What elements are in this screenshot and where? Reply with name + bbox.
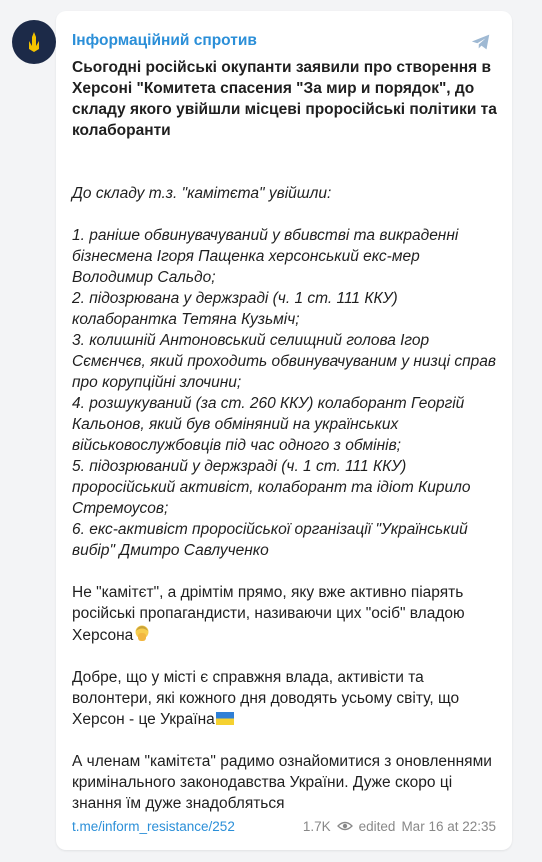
member-item: 5. підозрюваний у держзраді (ч. 1 ст. 111 ККУ) проросійський активіст, колаборант та ідіот Кирило Стремоусов; (72, 458, 471, 517)
telegram-icon[interactable] (470, 31, 492, 53)
post-footer (72, 816, 496, 836)
post-meta (303, 819, 496, 834)
post-link[interactable]: t.me/inform_resistance/252 (72, 818, 235, 834)
paragraph-1-text: Не "камітєт", а дрімтім прямо, яку вже активно піарять російські пропагандисти, називаючи цих "осіб" владою Херсона (72, 584, 465, 644)
ukraine-flag-emoji (215, 711, 235, 726)
members-block (72, 183, 502, 561)
member-item: 4. розшукуваний (за ст. 260 ККУ) колаборант Георгій Кальонов, який був обміняний на українських військовослужбовців під час одного з обмінів; (72, 395, 465, 454)
paragraph-3: А членам "камітєта" радимо ознайомитися з оновленнями кримінального законодавства України. Дуже скоро ці знання їм дуже знадобляться (72, 753, 492, 812)
member-item: 6. екс-активіст проросійської організації "Український вибір" Дмитро Савлученко (72, 521, 468, 559)
channel-name[interactable]: Інформаційний спротив (72, 32, 257, 49)
post-card (56, 11, 512, 850)
member-item: 2. підозрювана у держзраді (ч. 1 ст. 111 ККУ) колаборантка Тетяна Кузьміч; (72, 290, 398, 328)
edited-label: edited (358, 818, 396, 834)
post-date: Mar 16 at 22:35 (401, 818, 496, 834)
eye-icon (337, 820, 353, 832)
emblem-icon (21, 29, 47, 55)
member-item: 3. колишній Антоновський селищний голова Ігор Сємєнчєв, який проходить обвинувачуваним у низці справ про корупційні злочини; (72, 332, 496, 391)
paragraph-2-text: Добре, що у місті є справжня влада, активісти та волонтери, які кожного дня доводять усьому світу, що Херсон - це Україна (72, 669, 460, 728)
member-item: 1. раніше обвинувачуваний у вбивстві та викраденні бізнесмена Ігоря Пащенка херсонський екс-мер Володимир Сальдо; (72, 227, 459, 286)
facepalm-emoji (133, 624, 151, 642)
channel-avatar[interactable] (12, 20, 56, 64)
post-text (72, 57, 502, 814)
post-headline: Сьогодні російські окупанти заявили про створення в Херсоні "Комитета спасения "За мир и порядок", до складу якого увійшли місцеві проросійські політики та колаборанти (72, 59, 497, 139)
view-count: 1.7K (302, 818, 331, 834)
paragraph-1 (72, 582, 502, 646)
members-intro: До складу т.з. "камітєта" увійшли: (72, 185, 332, 202)
paragraph-2 (72, 667, 502, 730)
